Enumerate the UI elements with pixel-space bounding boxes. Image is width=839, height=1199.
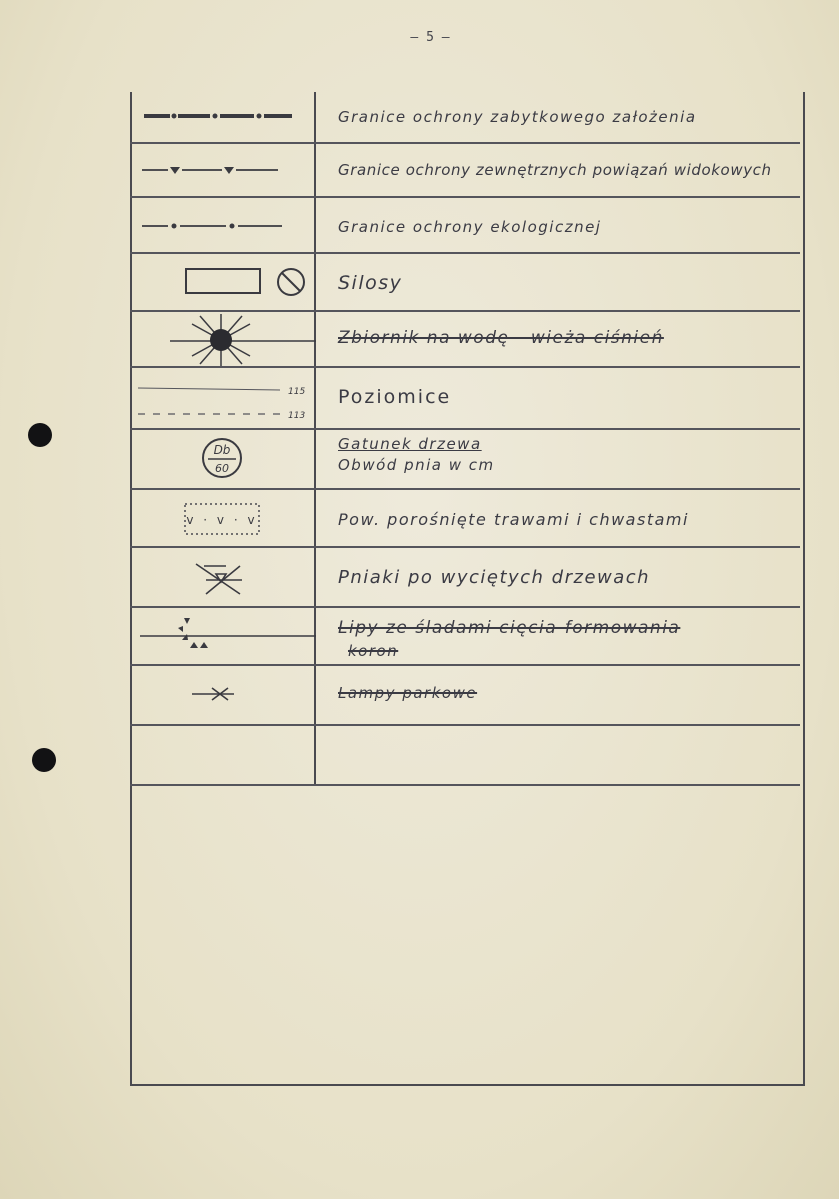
dot-line-icon <box>130 198 316 254</box>
legend-row <box>130 144 800 198</box>
symbol-cell <box>130 92 316 142</box>
legend-label-continued: koron <box>348 642 399 660</box>
description-cell <box>318 608 800 664</box>
legend-row <box>130 312 800 368</box>
legend-label-top: Gatunek drzewa <box>338 435 482 453</box>
legend-label: Granice ochrony zewnętrznych powiązań widokowych <box>338 161 772 179</box>
description-cell <box>318 666 800 724</box>
symbol-cell <box>130 490 316 546</box>
legend-label: Pow. porośnięte trawami i chwastami <box>338 510 689 529</box>
legend-row <box>130 608 800 666</box>
contour-label-lower: 113 <box>288 411 306 421</box>
legend-row <box>130 666 800 726</box>
page-number: – 5 – <box>410 30 450 45</box>
punch-hole-bottom <box>32 748 56 772</box>
contour-lines-icon <box>130 368 316 430</box>
description-cell <box>318 548 800 606</box>
symbol-cell <box>130 608 316 664</box>
trunk-girth-value: 60 <box>215 462 229 475</box>
description-cell <box>318 144 800 196</box>
tree-species-code: Db <box>213 443 231 457</box>
legend-row <box>130 430 800 490</box>
triangle-line-icon <box>130 144 316 198</box>
grass-icon <box>130 490 316 548</box>
legend-row <box>130 490 800 548</box>
water-tower-icon <box>130 312 316 368</box>
legend-row <box>130 92 800 144</box>
silo-icon <box>130 254 316 312</box>
description-cell <box>318 490 800 546</box>
description-cell <box>318 726 800 784</box>
dash-dot-line-icon <box>130 92 316 144</box>
symbol-cell <box>130 666 316 724</box>
legend-row <box>130 368 800 430</box>
punch-hole-top <box>28 423 52 447</box>
lamp-icon <box>130 666 316 726</box>
description-cell <box>318 92 800 142</box>
svg-text:v · v · v: v · v · v <box>186 513 258 527</box>
description-cell <box>318 368 800 428</box>
legend-row <box>130 548 800 608</box>
legend-label: Granice ochrony ekologicznej <box>338 218 602 236</box>
symbol-cell <box>130 430 316 488</box>
legend-label: Lipy ze śladami cięcia-formowania <box>338 618 681 638</box>
legend-label: Silosy <box>338 272 403 294</box>
symbol-cell <box>130 312 316 366</box>
symbol-cell <box>130 368 316 428</box>
legend-label-bottom: Obwód pnia w cm <box>338 456 495 474</box>
legend-row-empty <box>130 726 800 786</box>
legend-label: Lampy parkowe <box>338 684 478 702</box>
legend-label: Poziomice <box>338 386 452 408</box>
legend-label: Pniaki po wyciętych drzewach <box>338 567 651 588</box>
description-cell <box>318 312 800 366</box>
description-cell <box>318 254 800 310</box>
legend-label: Granice ochrony zabytkowego założenia <box>338 108 697 126</box>
description-cell <box>318 430 800 488</box>
symbol-cell <box>130 726 316 784</box>
legend-row <box>130 198 800 254</box>
legend-row <box>130 254 800 312</box>
symbol-cell <box>130 548 316 606</box>
legend-label: Zbiornik na wodę - wieża ciśnień <box>338 328 664 348</box>
description-cell <box>318 198 800 252</box>
symbol-cell <box>130 198 316 252</box>
symbol-cell <box>130 254 316 310</box>
linden-icon <box>130 608 316 666</box>
contour-label-upper: 115 <box>288 387 306 397</box>
stump-icon <box>130 548 316 608</box>
symbol-cell <box>130 144 316 196</box>
tree-circle-icon <box>130 430 316 490</box>
